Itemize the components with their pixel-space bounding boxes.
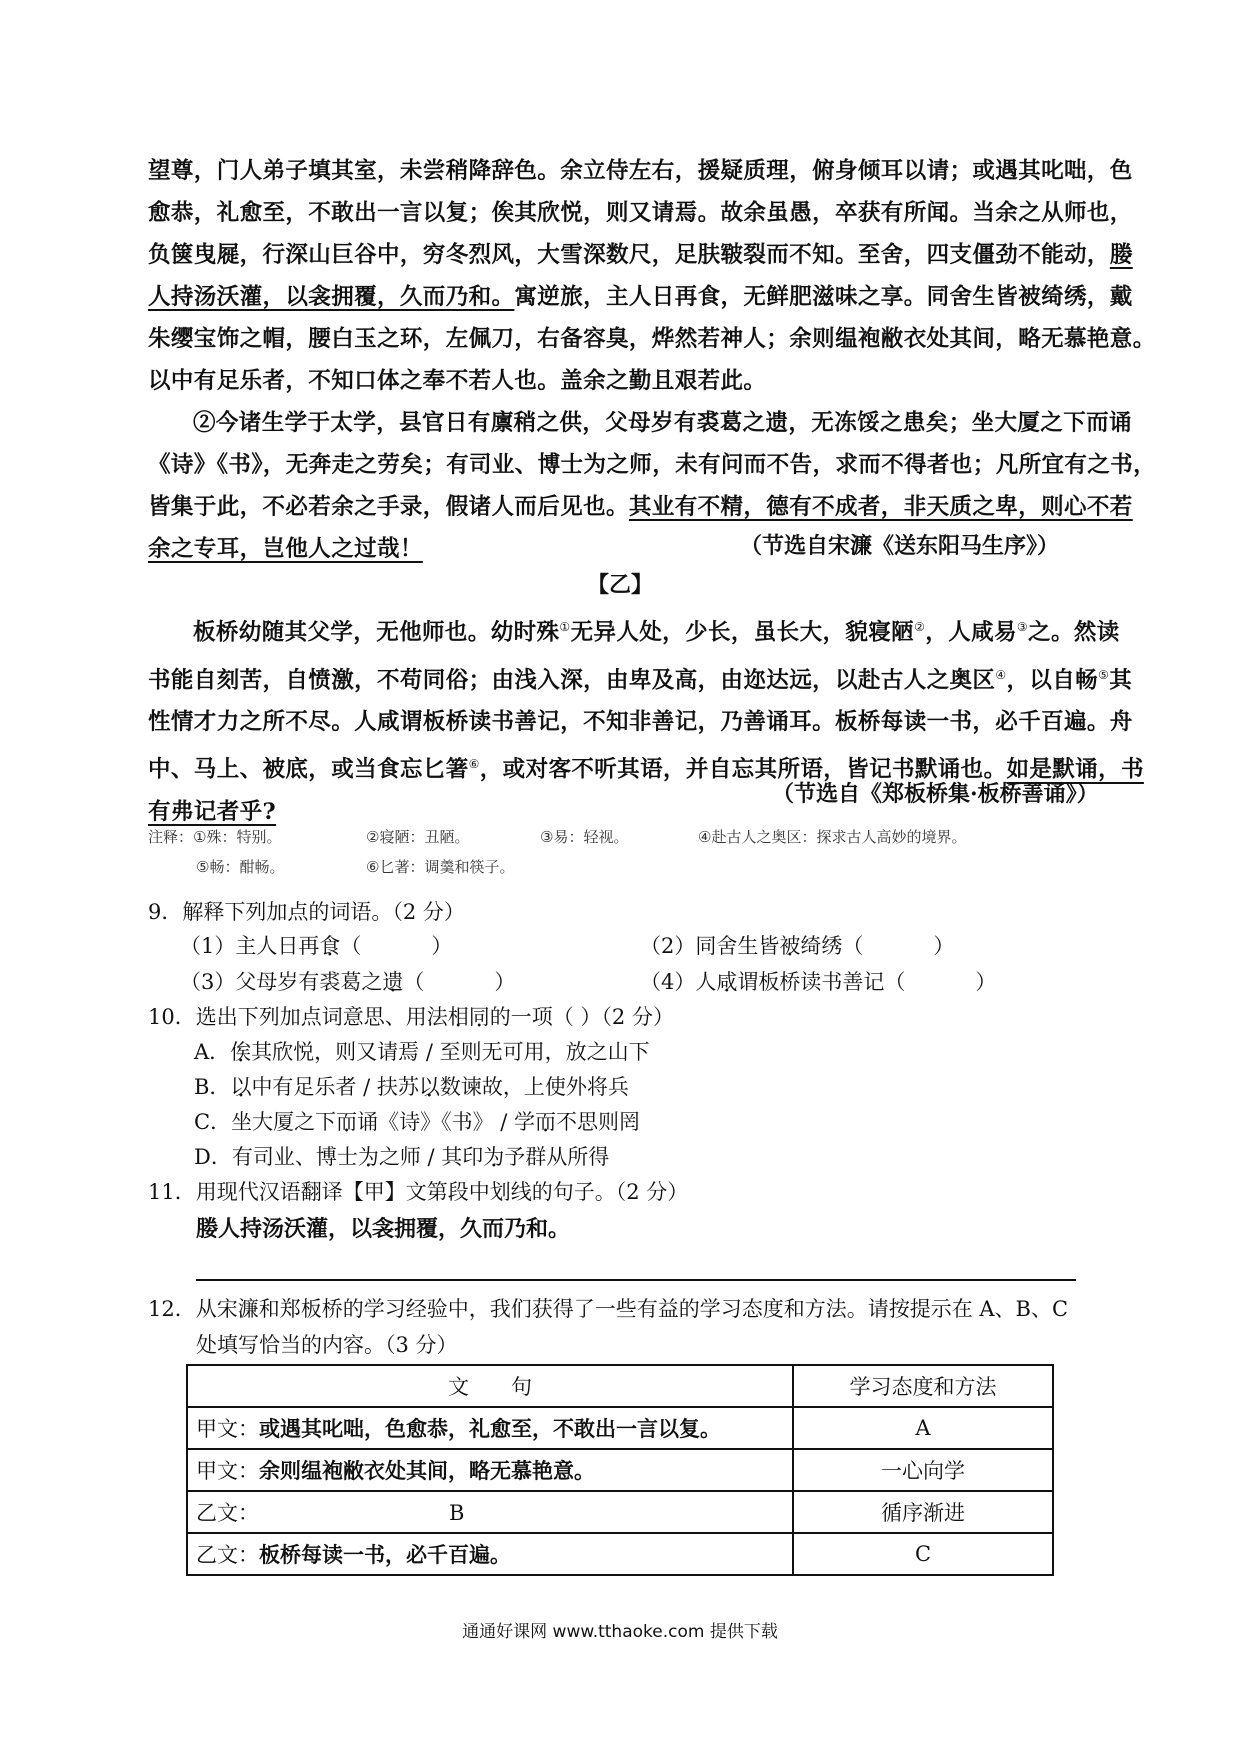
- q9-i4-text: （4）人: [640, 970, 717, 994]
- q10-b-text2: 数谏故，上使外将兵: [439, 1075, 629, 1099]
- jia-p1-line4: [148, 276, 1133, 318]
- jia-p2-line1: ②今诸生学于太学，县官日有廪稍之供，父母岁有裘葛之遗，无冻馁之患矣；坐大厦之下而诵: [193, 410, 1132, 436]
- q10-d-label: D．有司业、博士: [194, 1145, 358, 1169]
- q9-i3-dotted: 遗: [382, 970, 404, 994]
- row-2-sentence: [187, 1449, 793, 1491]
- yi-l2c: 其: [1109, 667, 1133, 693]
- yi-heading: 【乙】: [586, 572, 653, 598]
- q9-i3-open: （: [403, 970, 425, 994]
- q10-a-text: 其欣悦，则又请焉 / 至则无可用，放之山下: [251, 1040, 650, 1064]
- q9-stem: 9．解释下列加点的词语。（2 分）: [148, 900, 465, 924]
- row-1-answer[interactable]: A: [793, 1407, 1053, 1449]
- note-3: ③易：轻视。: [540, 828, 629, 846]
- row-1-sentence: [187, 1407, 793, 1449]
- jia-p1-line3: [148, 234, 1133, 276]
- yi-l2a: 书能自刻苦，自愤激，不苟同俗；由浅入深，由卑及高，由迩达远，以赴古人之奥区: [148, 667, 996, 693]
- jia-p1-line3-underlined: 媵: [1109, 242, 1133, 268]
- row-4-sentence: [187, 1533, 793, 1575]
- jia-p2-line2: 《诗》《书》，无奔走之劳矣；有司业、博士为之师，未有问而不告，求而不得者也；凡所宜有之书，: [148, 452, 1157, 478]
- yi-line3: 性情才力之所不尽。人咸谓板桥读书善记，不知非善记，乃善诵耳。板桥每读一书，必千百遍。舟: [148, 709, 1133, 735]
- q9-i1-open: （: [340, 934, 362, 958]
- note-ref-2: ②: [914, 620, 926, 634]
- q10-c-dot1: 而: [336, 1110, 358, 1134]
- q9-i2-open: 绮绣（: [800, 934, 864, 958]
- q10-d-text2: 予群从所得: [504, 1145, 610, 1169]
- row-2-answer: 一心向学: [793, 1449, 1053, 1491]
- q9-i4-close: ）: [975, 970, 997, 994]
- q9-item-1: [180, 930, 452, 960]
- q10-option-a[interactable]: [194, 1036, 650, 1066]
- q10-b-dot1: 以: [230, 1075, 252, 1099]
- q10-stem-dot1: 相: [447, 1005, 469, 1029]
- table-row: [187, 1491, 1053, 1533]
- yi-l1c: ，人咸易: [925, 619, 1017, 646]
- q10-c-dot2: 而: [535, 1110, 557, 1134]
- q9-i1-dotted: 食: [319, 934, 341, 958]
- q10-b-dot2: 以: [418, 1075, 440, 1099]
- yi-source: （节选自《郑板桥集·板桥善诵》）: [772, 781, 1099, 807]
- q11-answer-line[interactable]: [196, 1279, 1076, 1281]
- jia-p2-line4-underlined: 余之专耳，岂他人之过哉！: [148, 536, 423, 562]
- yi-l1b: 无异人处，少长，虽长大，貌寝陋: [570, 619, 915, 646]
- note-6: ⑥匕著：调羹和筷子。: [366, 858, 515, 876]
- q10-option-d[interactable]: [194, 1141, 609, 1171]
- q10-c-text2: 不思则罔: [556, 1110, 641, 1134]
- q10-c-text1: 诵《诗》《书》 / 学: [357, 1110, 536, 1134]
- row-4-text: 板桥每读一书，必千百遍。: [259, 1542, 511, 1567]
- q12-table: [186, 1364, 1054, 1576]
- yi-line1: [148, 606, 1120, 654]
- jia-p1-line4-text: 寓逆旅，主人日再食，无鲜肥滋味之享。同舍生皆被绮绣，戴: [514, 284, 1133, 310]
- q9-i1-text: （1）主人日再: [180, 934, 320, 958]
- row-1-label: 甲文：: [196, 1417, 259, 1441]
- row-2-label: 甲文：: [196, 1459, 259, 1483]
- row-3-label: 乙文：: [196, 1501, 259, 1525]
- q10-b-label: B．: [194, 1075, 231, 1099]
- row-3-answer: 循序渐进: [793, 1491, 1053, 1533]
- note-ref-6: ⑥: [468, 757, 480, 771]
- page-footer: 通通好课网 www.tthaoke.com 提供下载: [462, 1622, 778, 1642]
- yi-line2: [148, 654, 1133, 702]
- yi-l4-underlined: 如是默诵，书: [1006, 756, 1144, 783]
- jia-p1-line1: 望尊，门人弟子填其室，未尝稍降辞色。余立侍左右，援疑质理，俯身倾耳以请；或遇其叱咄，色: [148, 158, 1133, 184]
- q10-a-dot: 俟: [230, 1040, 252, 1064]
- jia-p2-line3-text: 皆集于此，不必若余之手录，假诸人而后见也。: [148, 494, 629, 520]
- yi-l1a: 板桥幼随其父学，无他师也。幼时殊: [193, 619, 560, 646]
- yi-l1d: 之。然读: [1028, 619, 1120, 646]
- row-4-answer[interactable]: C: [793, 1533, 1053, 1575]
- q9-item-2: [640, 930, 954, 960]
- q12-line1: 12．从宋濂和郑板桥的学习经验中，我们获得了一些有益的学习态度和方法。请按提示在 A、B、C: [148, 1297, 1069, 1321]
- row-3-sentence[interactable]: [187, 1491, 793, 1533]
- note-1: 注释：①殊：特别。: [148, 828, 282, 846]
- q10-stem-text: 10．选出下列加点词意思、用法: [148, 1005, 448, 1029]
- table-row: [187, 1407, 1053, 1449]
- q9-i2-dotted: 被: [779, 934, 801, 958]
- note-ref-3: ③: [1016, 620, 1029, 634]
- q10-option-b[interactable]: [194, 1071, 629, 1101]
- q10-b-text1: 中有足乐者 / 扶苏: [251, 1075, 419, 1099]
- q9-item-3: [180, 966, 515, 996]
- table-header-row: [187, 1365, 1053, 1407]
- jia-p2-line3-underlined: 其业有不精，德有不成者，非天质之卑，则心不若: [628, 494, 1133, 520]
- note-ref-5: ⑤: [1098, 667, 1110, 682]
- q10-stem: [148, 1001, 674, 1031]
- note-4: ④赴古人之奥区：探求古人高妙的境界。: [698, 828, 967, 846]
- q9-i4-dotted: 咸: [716, 970, 738, 994]
- row-2-text: 余则缊袍敝衣处其间，略无慕艳意。: [259, 1458, 595, 1483]
- q10-d-text1: 之师 / 其印: [378, 1145, 484, 1169]
- q9-i3-close: ）: [494, 970, 516, 994]
- q10-c-label: C．坐大厦之下: [194, 1110, 337, 1134]
- q9-i3-text: （3）父母岁有裘葛之: [180, 970, 383, 994]
- row-4-label: 乙文：: [196, 1543, 259, 1567]
- q10-a-label: A．: [194, 1040, 231, 1064]
- yi-l4b: ，或对客不听其语，并自忘其所语，皆记书默诵也。: [479, 756, 1007, 783]
- q10-d-dot1: 为: [357, 1145, 379, 1169]
- jia-p1-line5: 朱缨宝饰之帽，腰白玉之环，左佩刀，右备容臭，烨然若神人；余则缊袍敝衣处其间，略无慕艳意。: [148, 326, 1156, 352]
- header-method: 学习态度和方法: [793, 1365, 1053, 1407]
- jia-source: （节选自宋濂《送东阳马生序》）: [740, 533, 1060, 559]
- note-5: ⑤畅：酣畅。: [196, 858, 285, 876]
- q9-i4-open: 谓板桥读书善记（: [737, 970, 906, 994]
- row-1-text: 或遇其叱咄，色愈恭，礼愈至，不敢出一言以复。: [259, 1416, 721, 1441]
- q11-stem: 11．用现代汉语翻译【甲】文第段中划线的句子。（2 分）: [148, 1180, 689, 1204]
- jia-passage-p1: [148, 150, 1156, 402]
- jia-p1-line4-underlined: 人持汤沃灌，以衾拥覆，久而乃和。: [148, 284, 515, 310]
- jia-p1-line2: 愈恭，礼愈至，不敢出一言以复；俟其欣悦，则又请焉。故余虽愚，卒获有所闻。当余之从师也，: [148, 200, 1133, 226]
- q10-stem-dot2: 同: [468, 1005, 490, 1029]
- table-row: [187, 1449, 1053, 1491]
- jia-p2-line3: [148, 486, 1133, 528]
- q9-i2-close: ）: [933, 934, 955, 958]
- yi-l5-underlined: 有弗记者乎?: [148, 798, 277, 825]
- jia-p1-line3-text: 负箧曳屣，行深山巨谷中，穷冬烈风，大雪深数尺，足肤皲裂而不知。至舍，四支僵劲不能动，: [148, 242, 1110, 268]
- row-3-blank-b: B: [449, 1501, 465, 1525]
- q12-line2: 处填写恰当的内容。（3 分）: [196, 1333, 458, 1357]
- q11-sentence: 媵人持汤沃灌，以衾拥覆，久而乃和。: [196, 1216, 571, 1242]
- q10-option-c[interactable]: [194, 1106, 640, 1136]
- q10-d-dot2: 为: [483, 1145, 505, 1169]
- q9-item-4: [640, 966, 996, 996]
- header-sentence: 文 句: [187, 1365, 793, 1407]
- table-row: [187, 1533, 1053, 1575]
- q9-i1-close: ）: [431, 934, 453, 958]
- note-ref-4: ④: [995, 667, 1007, 682]
- jia-p1-line6: 以中有足乐者，不知口体之奉不若人也。盖余之勤且艰若此。: [148, 368, 767, 394]
- note-2: ②寝陋：丑陋。: [366, 828, 470, 846]
- q10-stem-tail: 的一项（ ）（2 分）: [489, 1005, 674, 1029]
- note-ref-1: ①: [559, 620, 571, 634]
- yi-l2b: ，以自畅: [1006, 667, 1099, 693]
- q9-i2-text: （2）同舍生皆: [640, 934, 780, 958]
- yi-l4a: 中、马上、被底，或当食忘匕箸: [148, 756, 469, 783]
